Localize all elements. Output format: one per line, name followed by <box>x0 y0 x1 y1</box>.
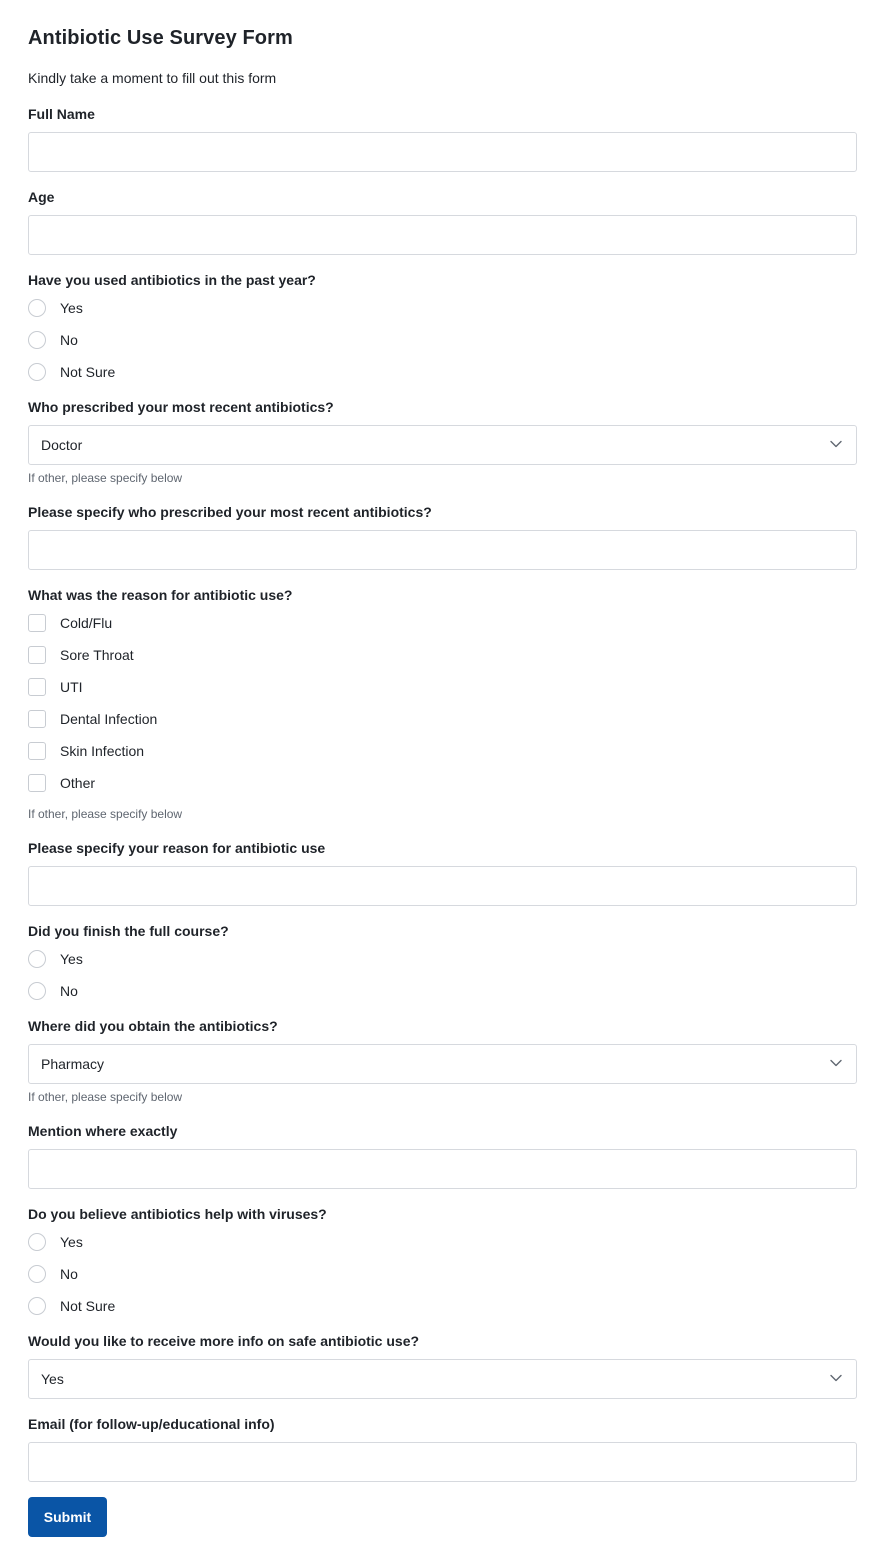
finished-course-option-yes[interactable] <box>28 950 428 970</box>
finished-course-label: Did you finish the full course? <box>28 923 229 939</box>
reason-option-other[interactable] <box>28 774 428 794</box>
prescriber-selected-value: Doctor <box>41 437 83 453</box>
source-label: Where did you obtain the antibiotics? <box>28 1018 278 1034</box>
reason-other-label: Please specify your reason for antibiotic use <box>28 840 326 856</box>
prescriber-label: Who prescribed your most recent antibiotics? <box>28 399 334 415</box>
source-help-text: If other, please specify below <box>28 1090 183 1104</box>
used-past-year-option-not-sure[interactable] <box>28 363 428 383</box>
viruses-option-no[interactable] <box>28 1265 428 1285</box>
reason-option-uti[interactable] <box>28 678 428 698</box>
age-label: Age <box>28 189 55 205</box>
more-info-select[interactable] <box>28 1359 857 1399</box>
option-label: Yes <box>60 300 83 316</box>
reason-option-dental-infection[interactable] <box>28 710 428 730</box>
checkbox[interactable] <box>28 614 46 632</box>
reason-help-text: If other, please specify below <box>28 807 183 821</box>
radio-button[interactable] <box>28 1265 46 1283</box>
option-label: Not Sure <box>60 1298 116 1314</box>
source-select[interactable] <box>28 1044 857 1084</box>
option-label: No <box>60 1266 78 1282</box>
used-past-year-label: Have you used antibiotics in the past year? <box>28 272 316 288</box>
reason-option-skin-infection[interactable] <box>28 742 428 762</box>
checkbox[interactable] <box>28 742 46 760</box>
option-label: Not Sure <box>60 364 116 380</box>
radio-button[interactable] <box>28 1297 46 1315</box>
age-input[interactable] <box>28 215 857 255</box>
radio-button[interactable] <box>28 299 46 317</box>
option-label: Yes <box>60 1234 83 1250</box>
checkbox[interactable] <box>28 774 46 792</box>
reason-option-cold-flu[interactable] <box>28 614 428 634</box>
used-past-year-option-no[interactable] <box>28 331 428 351</box>
full-name-label: Full Name <box>28 106 95 122</box>
viruses-option-yes[interactable] <box>28 1233 428 1253</box>
option-label: Dental Infection <box>60 711 158 727</box>
reason-label: What was the reason for antibiotic use? <box>28 587 293 603</box>
option-label: Skin Infection <box>60 743 145 759</box>
more-info-label: Would you like to receive more info on safe antibiotic use? <box>28 1333 420 1349</box>
used-past-year-option-yes[interactable] <box>28 299 428 319</box>
radio-button[interactable] <box>28 363 46 381</box>
prescriber-help-text: If other, please specify below <box>28 471 183 485</box>
checkbox[interactable] <box>28 710 46 728</box>
email-label: Email (for follow-up/educational info) <box>28 1416 275 1432</box>
checkbox[interactable] <box>28 646 46 664</box>
source-other-input[interactable] <box>28 1149 857 1189</box>
submit-button[interactable]: Submit <box>28 1497 107 1537</box>
viruses-label: Do you believe antibiotics help with viruses? <box>28 1206 327 1222</box>
reason-option-sore-throat[interactable] <box>28 646 428 666</box>
radio-button[interactable] <box>28 331 46 349</box>
option-label: UTI <box>60 679 83 695</box>
reason-other-input[interactable] <box>28 866 857 906</box>
radio-button[interactable] <box>28 982 46 1000</box>
form-subtitle: Kindly take a moment to fill out this form <box>28 70 277 86</box>
radio-button[interactable] <box>28 950 46 968</box>
source-other-label: Mention where exactly <box>28 1123 178 1139</box>
option-label: Other <box>60 775 96 791</box>
option-label: No <box>60 983 78 999</box>
more-info-selected-value: Yes <box>41 1371 64 1387</box>
prescriber-other-input[interactable] <box>28 530 857 570</box>
radio-button[interactable] <box>28 1233 46 1251</box>
form-title: Antibiotic Use Survey Form <box>28 27 293 49</box>
full-name-input[interactable] <box>28 132 857 172</box>
option-label: No <box>60 332 78 348</box>
viruses-option-not-sure[interactable] <box>28 1297 428 1317</box>
email-input[interactable] <box>28 1442 857 1482</box>
chevron-down-icon <box>830 1374 842 1382</box>
chevron-down-icon <box>830 440 842 448</box>
chevron-down-icon <box>830 1059 842 1067</box>
option-label: Sore Throat <box>60 647 134 663</box>
source-selected-value: Pharmacy <box>41 1056 105 1072</box>
prescriber-other-label: Please specify who prescribed your most recent antibiotics? <box>28 504 432 520</box>
option-label: Yes <box>60 951 83 967</box>
prescriber-select[interactable] <box>28 425 857 465</box>
option-label: Cold/Flu <box>60 615 113 631</box>
finished-course-option-no[interactable] <box>28 982 428 1002</box>
checkbox[interactable] <box>28 678 46 696</box>
